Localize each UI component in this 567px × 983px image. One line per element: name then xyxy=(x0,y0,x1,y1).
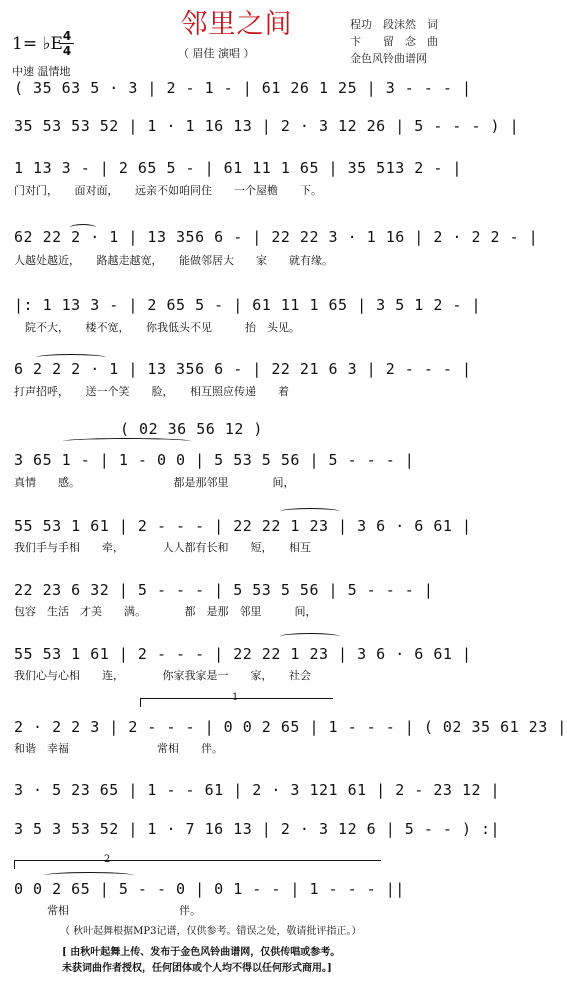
time-signature xyxy=(60,30,74,57)
music-line: 62 22 2 · 1 | 13 356 6 - | 22 22 3 · 1 16 | 2 · 2 2 - | xyxy=(14,228,539,246)
slur-mark xyxy=(280,633,340,640)
lyric-line: 院不大， 楼不宽， 你我低头不见 抬 头见。 xyxy=(14,321,300,334)
lyric-line: 打声招呼， 送一个笑 脸， 相互照应传递 着 xyxy=(14,385,289,398)
time-signature-top: 4 xyxy=(62,29,72,43)
footer-line: [ 由秋叶起舞上传、发布于金色风铃曲谱网，仅供传唱或参考。 xyxy=(62,947,341,958)
music-line: 55 53 1 61 | 2 - - - | 22 22 1 23 | 3 6 · 6 61 | xyxy=(14,645,472,663)
music-line: 3 5 3 53 52 | 1 · 7 16 13 | 2 · 3 12 6 | 5 - - ) :| xyxy=(14,820,501,838)
volta-number-1: 1 xyxy=(232,692,239,703)
music-line: 6 2 2 2 · 1 | 13 356 6 - | 22 21 6 3 | 2 - - - | xyxy=(14,360,472,378)
tempo-marking: 中速 温情地 xyxy=(12,65,71,78)
interlude-line: ( 02 36 56 12 ) xyxy=(120,420,263,438)
lyric-line: 和谐 幸福 常相 伴。 xyxy=(14,742,223,755)
lyric-line: 真情 感。 都是那邻里 间， xyxy=(14,476,295,489)
music-line: ( 35 63 5 · 3 | 2 - 1 - | 61 26 1 25 | 3 - - - | xyxy=(14,79,472,97)
transcription-note: （ 秋叶起舞根据MP3记谱，仅供参考。错误之处，敬请批评指正。） xyxy=(60,926,362,937)
slur-mark xyxy=(280,508,340,515)
music-line: 0 0 2 65 | 5 - - 0 | 0 1 - - | 1 - - - || xyxy=(14,880,405,898)
footer-line: 未获词曲作者授权，任何团体或个人均不得以任何形式商用。] xyxy=(62,963,332,974)
lyric-line: 常相 伴。 xyxy=(14,904,201,917)
music-line: 22 23 6 32 | 5 - - - | 5 53 5 56 | 5 - - - | xyxy=(14,581,434,599)
singer-credit: （ 眉佳 演唱 ） xyxy=(178,47,255,60)
music-line: 1 13 3 - | 2 65 5 - | 61 11 1 65 | 35 513 2 - | xyxy=(14,159,462,177)
music-line: 3 65 1 - | 1 - 0 0 | 5 53 5 56 | 5 - - - | xyxy=(14,451,415,469)
music-line: 55 53 1 61 | 2 - - - | 22 22 1 23 | 3 6 · 6 61 | xyxy=(14,517,472,535)
music-line: 2 · 2 2 3 | 2 - - - | 0 0 2 65 | 1 - - - | ( 02 35 61 23 | xyxy=(14,718,567,736)
transcriber-credit: 金色风铃曲谱网 xyxy=(350,52,427,65)
lyric-line: 我们心与心相 连， 你家我家是一 家， 社会 xyxy=(14,669,311,682)
composer-credit: 卞 留 念 曲 xyxy=(350,35,438,48)
copyright-footer xyxy=(62,945,414,977)
lyric-line: 人越处越近， 路越走越宽， 能做邻居大 家 就有缘。 xyxy=(14,254,333,267)
lyric-line: 门对门， 面对面， 远亲不如咱同住 一个屋檐 下。 xyxy=(14,184,322,197)
time-signature-bottom: 4 xyxy=(62,44,72,58)
song-title: 邻里之间 xyxy=(180,9,293,40)
lyricist-credit: 程功 段沫然 词 xyxy=(350,18,438,31)
music-line: 35 53 53 52 | 1 · 1 16 13 | 2 · 3 12 26 | 5 - - - ) | xyxy=(14,117,520,135)
lyric-line: 我们手与手相 牵， 人人都有长和 短， 相互 xyxy=(14,541,311,554)
volta-number-2: 2 xyxy=(104,854,111,865)
key-signature: 1= ♭E xyxy=(12,34,63,54)
music-line: |: 1 13 3 - | 2 65 5 - | 61 11 1 65 | 3 5 1 2 - | xyxy=(14,296,482,314)
volta-bracket-2 xyxy=(14,860,381,869)
lyric-line: 包容 生活 才美 满。 都 是那 邻里 间， xyxy=(14,605,317,618)
music-line: 3 · 5 23 65 | 1 - - 61 | 2 · 3 121 61 | 2 - 23 12 | xyxy=(14,781,501,799)
slur-mark xyxy=(62,438,192,445)
